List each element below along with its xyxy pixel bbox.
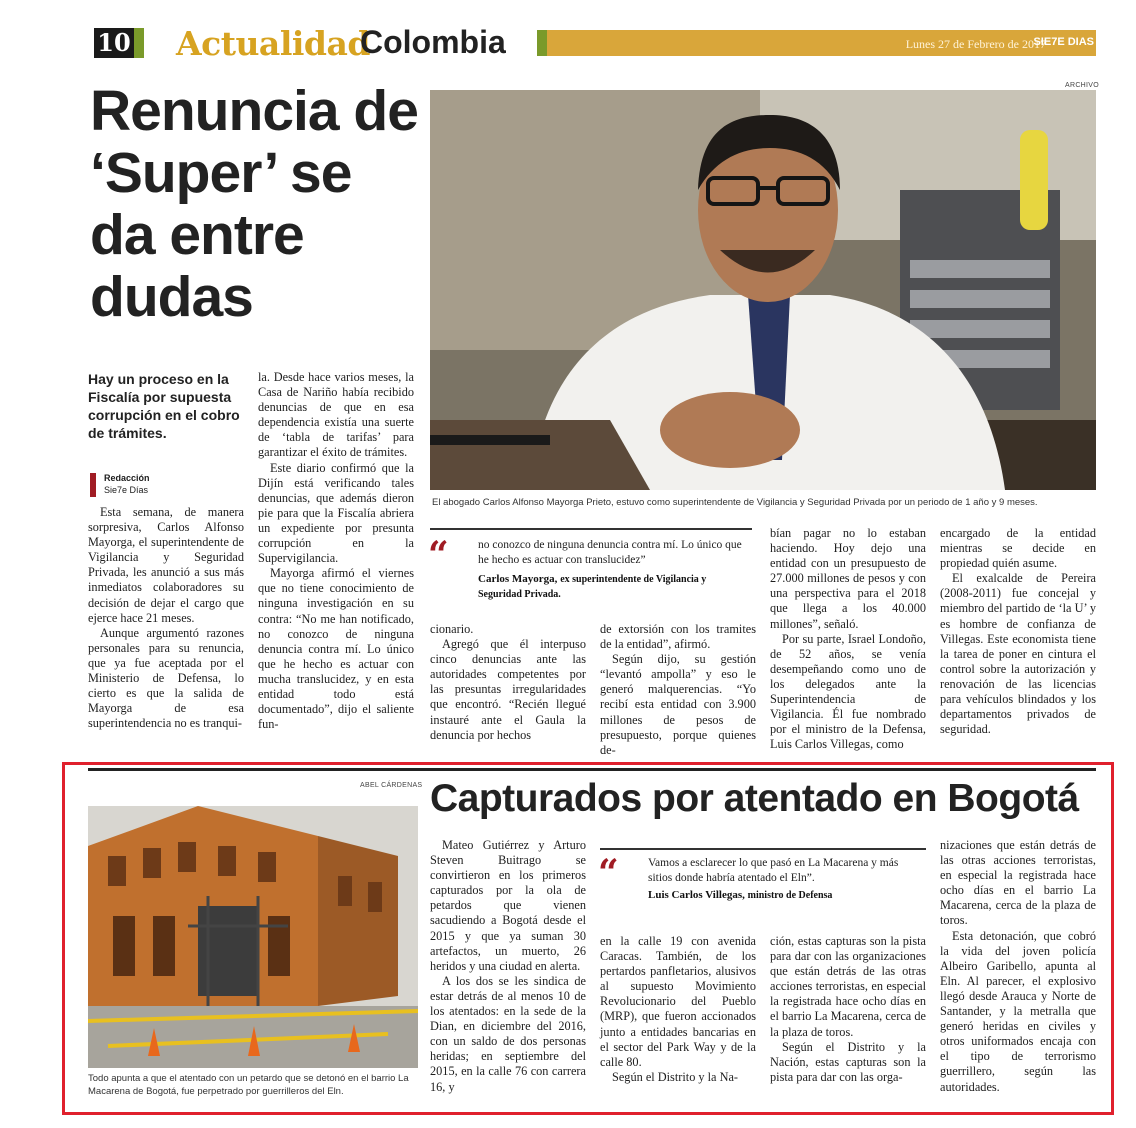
- article-paragraph: encargado de la entidad mientras se decide en propiedad quién asume.: [940, 526, 1096, 571]
- article-paragraph: en la calle 19 con avenida Caracas. También, de los pertardos panfletarios, alusivos al supuesto Movimiento Revolucionario del Pueblo (MRP), que fueron accionados junto a entidades bancarias en el sector del Park Way y de la calle 80.: [600, 934, 756, 1069]
- article-paragraph: A los dos se les sindica de estar detrás de al menos 10 de los atentados: en la sede de la Dian, en diciembre del 2016, con un saldo de dos personas heridas; en septiembre del 2015, en la calle 76 con carrera 16, y: [430, 973, 586, 1094]
- article-paragraph: Aunque argumentó razones personales para su renuncia, que ya fue aceptada por el Ministerio de Defensa, lo cierto es que la salida de Mayorga de esa superintendencia no es tranqui-: [88, 625, 244, 731]
- quote-rule: [430, 528, 752, 530]
- article-paragraph: la. Desde hace varios meses, la Casa de Nariño había recibido denuncias de que en esa dependencia existía una suerte de ‘tabla de tarifas’ para garantizar el éxito de trámites.: [258, 370, 414, 460]
- header-paper-name: SIE7E DIAS: [1033, 36, 1094, 48]
- quote-mark-icon: “: [598, 852, 619, 894]
- building-illustration: [88, 806, 418, 1068]
- article-paragraph: cionario.: [430, 622, 474, 636]
- photo-credit: ABEL CÁRDENAS: [360, 782, 423, 789]
- article-paragraph: bían pagar no lo estaban haciendo. Hoy dejo una entidad con un presupuesto de 27.000 millones de pesos y con una perspectiva para el 2018 que llega a los 40.000 millones”, señaló.: [770, 526, 926, 631]
- quote-role: ex superintendente de Vigilancia y Seguridad Privada.: [478, 574, 707, 600]
- author-name: Redacción: [104, 473, 150, 483]
- quote-role: ministro de Defensa: [747, 890, 833, 901]
- article-paragraph: Esta semana, de manera sorpresiva, Carlos Alfonso Mayorga, el superintendente de Vigilancia y Seguridad Privada, les anunció a sus más inmediatos colaboradores su decisión de dejar el cargo que ejerce hace 21 meses.: [88, 505, 244, 625]
- author-paper: Sie7e Días: [104, 485, 149, 495]
- pull-quote: Vamos a esclarecer lo que pasó en La Macarena y más sitios donde habría atentado el Eln”.: [648, 857, 899, 884]
- article-headline: Renuncia de ‘Super’ se da entre dudas: [90, 79, 418, 329]
- pull-quote-attribution: [648, 888, 924, 903]
- page-number: 10: [94, 28, 134, 58]
- article-paragraph: Por su parte, Israel Londoño, de 52 años, se venía desempeñando como uno de los delegados ante la Superintendencia de Vigilancia. Él fue nombrado por el ministro de la Defensa, Luis Carlos Villegas, como: [770, 631, 926, 752]
- article-paragraph: Mateo Gutiérrez y Arturo Steven Buitrago se convirtieron en los primeros capturados por la ola de petardos que vienen sacudiendo a Bogotá desde el 2015 y que ya suman 30 artefactos, un muerto, 26 heridos y una ciudad en alerta.: [430, 838, 586, 973]
- page-number-accent: [134, 28, 144, 58]
- article-paragraph: de extorsión con los tramites de la entidad”, afirmó.: [600, 622, 756, 652]
- quote-author: Luis Carlos Villegas,: [648, 889, 745, 901]
- photo-caption: Todo apunta a que el atentado con un petardo que se detonó en el barrio La Macarena de Bogotá, fue perpetrado por guerrilleros del Eln.: [88, 1073, 409, 1097]
- article-paragraph: Este diario confirmó que la Dijín está verificando tales denuncias, que además dieron pie para que la Fiscalía abriera un expediente por presunta corrupción en la Supervigilancia.: [258, 460, 414, 566]
- portrait-illustration: [430, 90, 1096, 490]
- article-paragraph: Según el Distrito y la Na-: [612, 1069, 739, 1084]
- article-paragraph: Según el Distrito y la Nación, estas capturas son la pista para dar con las orga-: [770, 1039, 926, 1084]
- subsection-title: Colombia: [360, 24, 506, 60]
- pull-quote-attribution: [478, 572, 748, 602]
- article-photo: [430, 90, 1096, 490]
- pull-quote: no conozco de ninguna denuncia contra mí. Lo único que he hecho es actuar con translucidez”: [478, 539, 742, 566]
- article-paragraph: nizaciones que están detrás de las otras acciones terroristas, en especial la registrada hace ocho días en el barrio La Macarena, cerca de la plaza de toros.: [940, 838, 1096, 928]
- article-paragraph: Esta detonación, que cobró la vida del joven policía Albeiro Garibello, apunta al Eln. Al parecer, el explosivo llegó desde Arauca y Norte de Santander, y la metralla que generó heridas en civiles y otros uniformados encaja con el tipo de terrorismo guerrillero, según las autoridades.: [940, 928, 1096, 1094]
- article-paragraph: El exalcalde de Pereira (2008-2011) fue concejal y miembro del partido de ‘la U’ y es hombre de confianza de Villegas. Este economista tiene la tarea de poner en cintura el control sobre la autorización y renovación de las licencias para vehículos blindados y los departamentos privados de seguridad.: [940, 571, 1096, 737]
- article-divider: [88, 768, 1096, 771]
- article-paragraph: Mayorga afirmó el viernes que no tiene conocimiento de ninguna investigación en su contra: “No me han notificado, no conozco de ninguna denuncia contra mí. Lo único que he hecho es actuar con mucha translucidez, y en esta entidad todo está documentado”, dijo el saliente fun-: [258, 566, 414, 732]
- photo-caption: El abogado Carlos Alfonso Mayorga Prieto, estuvo como superintendente de Vigilancia y Seguridad Privada por un periodo de 1 año y 9 meses.: [432, 497, 1038, 508]
- article-paragraph: Según dijo, su gestión “levantó ampolla” y eso le generó malquerencias. “Yo recibí esta entidad con 3.900 millones de pesos de presupuesto, porque quienes de-: [600, 652, 756, 757]
- article-subhead: Hay un proceso en la Fiscalía por supuesta corrupción en el cobro de trámites.: [88, 371, 240, 441]
- article-paragraph: ción, estas capturas son la pista para dar con las organizaciones que están detrás de las otras acciones terroristas, en especial la registrada hace ocho días en el barrio La Macarena, cerca de la plaza de toros.: [770, 934, 926, 1039]
- article-paragraph: Agregó que él interpuso cinco denuncias ante las autoridades competentes por las presuntas irregularidades que encontró. “Recién llegué instauré ante el Gaula la denuncia por hechos: [430, 637, 586, 742]
- quote-author: Carlos Mayorga,: [478, 573, 558, 585]
- header-date: Lunes 27 de Febrero de 2017: [905, 37, 1046, 51]
- author-marker: [90, 473, 96, 497]
- article-headline: Capturados por atentado en Bogotá: [430, 777, 1079, 820]
- section-title: Actualidad: [176, 24, 370, 63]
- quote-rule: [600, 848, 926, 850]
- photo-credit: ARCHIVO: [1065, 82, 1099, 89]
- article-photo: [88, 806, 418, 1068]
- quote-mark-icon: “: [428, 534, 449, 576]
